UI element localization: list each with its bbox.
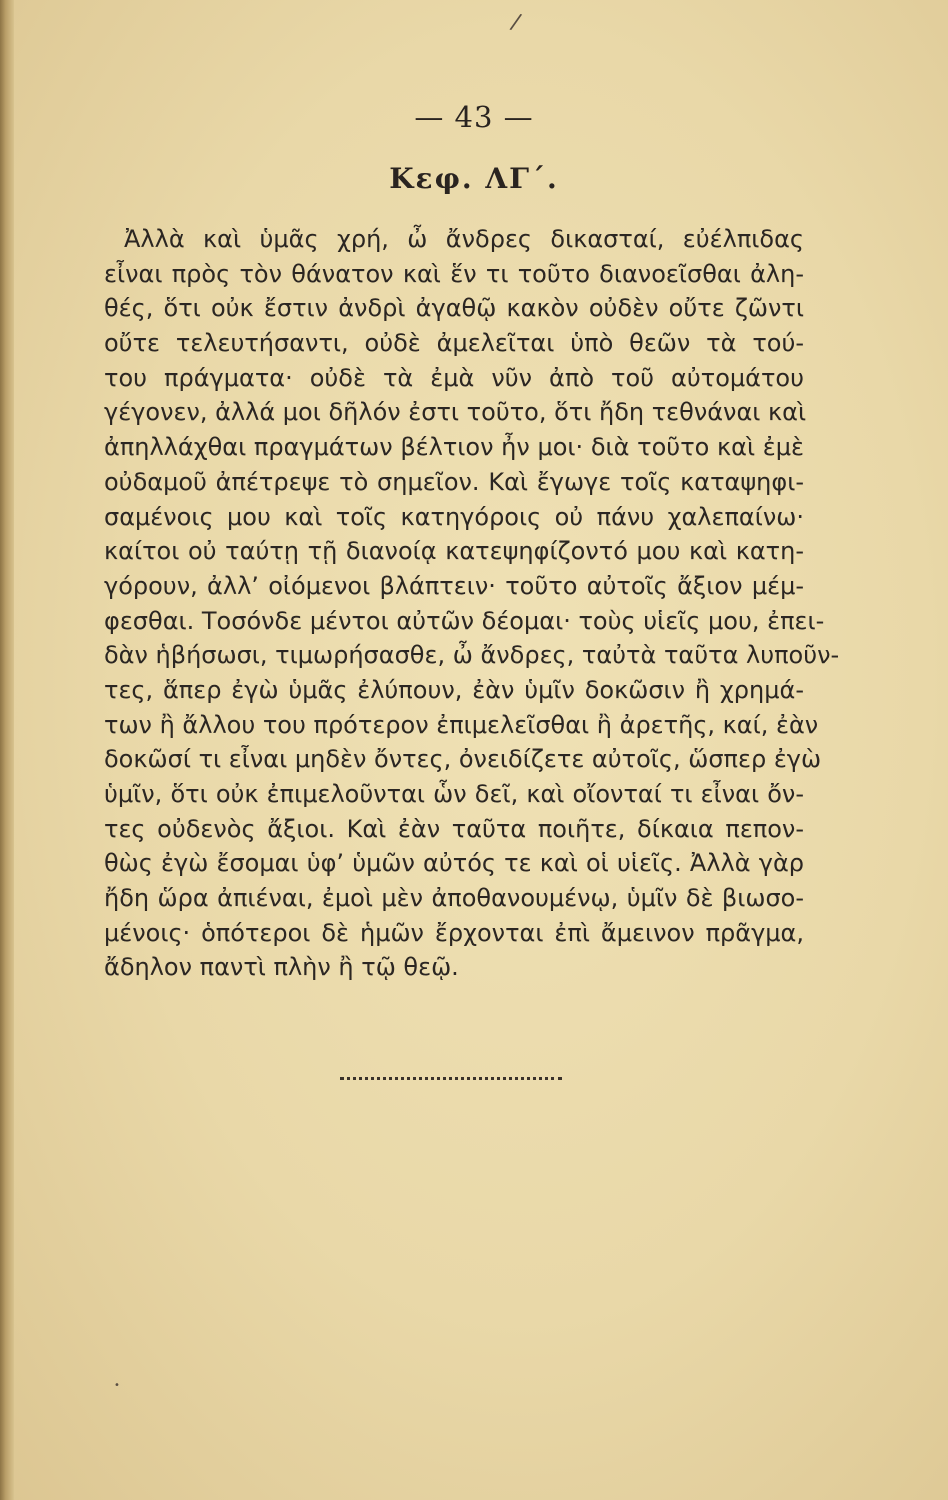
text-line: εἶναι πρὸς τὸν θάνατον καὶ ἕν τι τοῦτο διανοεῖσθαι ἀλη-: [104, 259, 804, 288]
text-line: οὐδαμοῦ ἀπέτρεψε τὸ σημεῖον. Καὶ ἔγωγε τοῖς καταψηφι-: [104, 467, 804, 496]
text-line: ἀπηλλάχθαι πραγμάτων βέλτιον ἦν μοι· διὰ τοῦτο καὶ ἐμὲ: [104, 433, 804, 462]
text-line: φεσθαι. Τοσόνδε μέντοι αὐτῶν δέομαι· τοὺς υἱεῖς μου, ἐπει-: [104, 606, 825, 635]
text-line: τες οὐδενὸς ἄξιοι. Καὶ ἐὰν ταῦτα ποιῆτε, δίκαια πεπον-: [104, 814, 804, 843]
text-line: δοκῶσί τι εἶναι μηδὲν ὄντες, ὀνειδίζετε αὐτοῖς, ὥσπερ ἐγὼ: [104, 745, 822, 774]
text-line: τες, ἅπερ ἐγὼ ὑμᾶς ἐλύπουν, ἐὰν ὑμῖν δοκῶσιν ἢ χρημά-: [104, 675, 804, 704]
chapter-heading: Κεφ. ΛΓ΄.: [389, 162, 559, 195]
page-number: — 43 —: [414, 100, 534, 134]
text-line: σαμένοις μου καὶ τοῖς κατηγόροις οὐ πάνυ χαλεπαίνω·: [104, 502, 804, 531]
text-line: δὰν ἡβήσωσι, τιμωρήσασθε, ὦ ἄνδρες, ταὐτὰ ταῦτα λυποῦν-: [104, 641, 840, 670]
text-line: των ἢ ἄλλου του πρότερον ἐπιμελεῖσθαι ἢ ἀρετῆς, καί, ἐὰν: [104, 710, 819, 739]
text-line: ἄδηλον παντὶ πλὴν ἢ τῷ θεῷ.: [104, 953, 459, 982]
body-text: [104, 222, 840, 985]
text-line: μένοις· ὁπότεροι δὲ ἡμῶν ἔρχονται ἐπὶ ἄμεινον πρᾶγμα,: [104, 918, 804, 947]
stray-pencil-mark: /: [508, 9, 524, 36]
text-line: θές, ὅτι οὐκ ἔστιν ἀνδρὶ ἀγαθῷ κακὸν οὐδὲν οὔτε ζῶντι: [104, 294, 804, 323]
text-line: ὑμῖν, ὅτι οὐκ ἐπιμελοῦνται ὧν δεῖ, καὶ οἴονταί τι εἶναι ὄν-: [104, 780, 804, 808]
ornament-rule: [340, 1077, 562, 1080]
binding-edge: [0, 0, 14, 1500]
stray-dot-mark: •: [114, 1380, 120, 1391]
text-line: ἤδη ὥρα ἀπιέναι, ἐμοὶ μὲν ἀποθανουμένῳ, ὑμῖν δὲ βιωσο-: [104, 884, 804, 913]
text-line: καίτοι οὐ ταύτῃ τῇ διανοίᾳ κατεψηφίζοντό μου καὶ κατη-: [104, 537, 804, 566]
text-line: γέγονεν, ἀλλά μοι δῆλόν ἐστι τοῦτο, ὅτι ἤδη τεθνάναι καὶ: [104, 398, 807, 427]
text-line: του πράγματα· οὐδὲ τὰ ἐμὰ νῦν ἀπὸ τοῦ αὐτομάτου: [104, 363, 804, 392]
text-line: Ἀλλὰ καὶ ὑμᾶς χρή, ὦ ἄνδρες δικασταί, εὐέλπιδας: [124, 225, 804, 253]
text-line: θὼς ἐγὼ ἔσομαι ὑφ’ ὑμῶν αὐτός τε καὶ οἱ υἱεῖς. Ἀλλὰ γὰρ: [104, 849, 804, 878]
text-line: γόρουν, ἀλλ’ οἰόμενοι βλάπτειν· τοῦτο αὐτοῖς ἄξιον μέμ-: [104, 571, 804, 600]
text-line: οὔτε τελευτήσαντι, οὐδὲ ἀμελεῖται ὑπὸ θεῶν τὰ τού-: [104, 329, 804, 358]
